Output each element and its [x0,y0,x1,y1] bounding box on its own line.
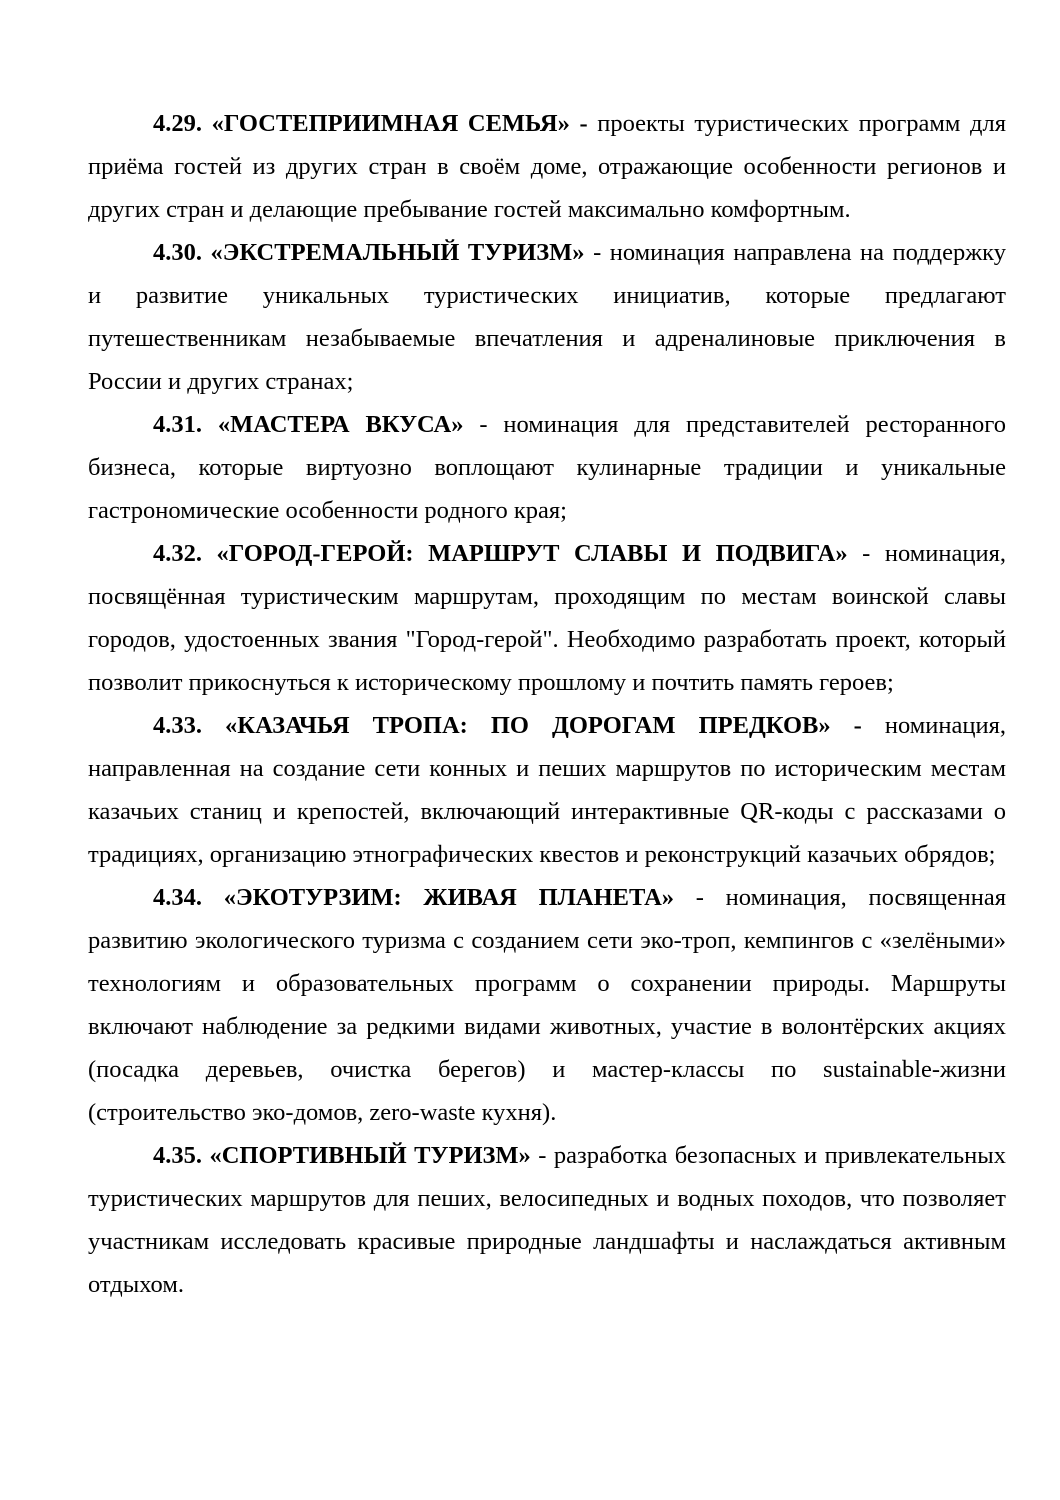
paragraph-4.34 [88,876,1006,1134]
paragraph-body: - разработка безопасных и привлекательных туристических маршрутов для пеших, велосипедных и водных походов, что позволяет участникам исследовать красивые природные ландшафты и наслаждаться активным отдыхом. [88,1142,1006,1298]
paragraph-heading: 4.32. «ГОРОД-ГЕРОЙ: МАРШРУТ СЛАВЫ И ПОДВИГА» [153,540,848,567]
paragraph-heading: 4.35. «СПОРТИВНЫЙ ТУРИЗМ» [153,1142,531,1169]
paragraph-body: - номинация направлена на поддержку и развитие уникальных туристических инициатив, которые предлагают путешественникам незабываемые впечатления и адреналиновые приключения в России и других странах; [88,239,1006,395]
paragraph-4.32 [88,532,1006,704]
paragraph-heading: 4.31. «МАСТЕРА ВКУСА» [153,411,464,438]
paragraph-4.30 [88,231,1006,403]
paragraph-heading: 4.30. «ЭКСТРЕМАЛЬНЫЙ ТУРИЗМ» [153,239,585,266]
paragraph-body: проекты туристических программ для приёма гостей из других стран в своём доме, отражающие особенности регионов и других стран и делающие пребывание гостей максимально комфортным. [88,110,1006,223]
paragraph-body: - номинация, посвященная развитию экологического туризма с созданием сети эко-троп, кемпингов с «зелёными» технологиям и образовательных программ о сохранении природы. Маршруты включают наблюдение за редкими видами животных, участие в волонтёрских акциях (посадка деревьев, очистка берегов) и мастер-классы по sustainable-жизни (строительство эко-домов, zero-waste кухня). [88,884,1006,1126]
paragraph-heading: 4.29. «ГОСТЕПРИИМНАЯ СЕМЬЯ» - [153,110,588,137]
paragraph-4.29 [88,102,1006,231]
paragraph-heading: 4.33. «КАЗАЧЬЯ ТРОПА: ПО ДОРОГАМ ПРЕДКОВ» - [153,712,862,739]
paragraph-body: номинация, направленная на создание сети конных и пеших маршрутов по историческим местам казачьих станиц и крепостей, включающий интерактивные QR-коды с рассказами о традициях, организацию этнографических квестов и реконструкций казачьих обрядов; [88,712,1006,868]
paragraph-4.35 [88,1134,1006,1306]
paragraph-heading: 4.34. «ЭКОТУРЗИМ: ЖИВАЯ ПЛАНЕТА» [153,884,675,911]
paragraph-4.31 [88,403,1006,532]
paragraph-body: - номинация, посвящённая туристическим маршрутам, проходящим по местам воинской славы городов, удостоенных звания "Город-герой". Необходимо разработать проект, который позволит прикоснуться к историческому прошлому и почтить память героев; [88,540,1007,696]
paragraph-4.33 [88,704,1006,876]
paragraph-body: - номинация для представителей ресторанного бизнеса, которые виртуозно воплощают кулинарные традиции и уникальные гастрономические особенности родного края; [88,411,1006,524]
